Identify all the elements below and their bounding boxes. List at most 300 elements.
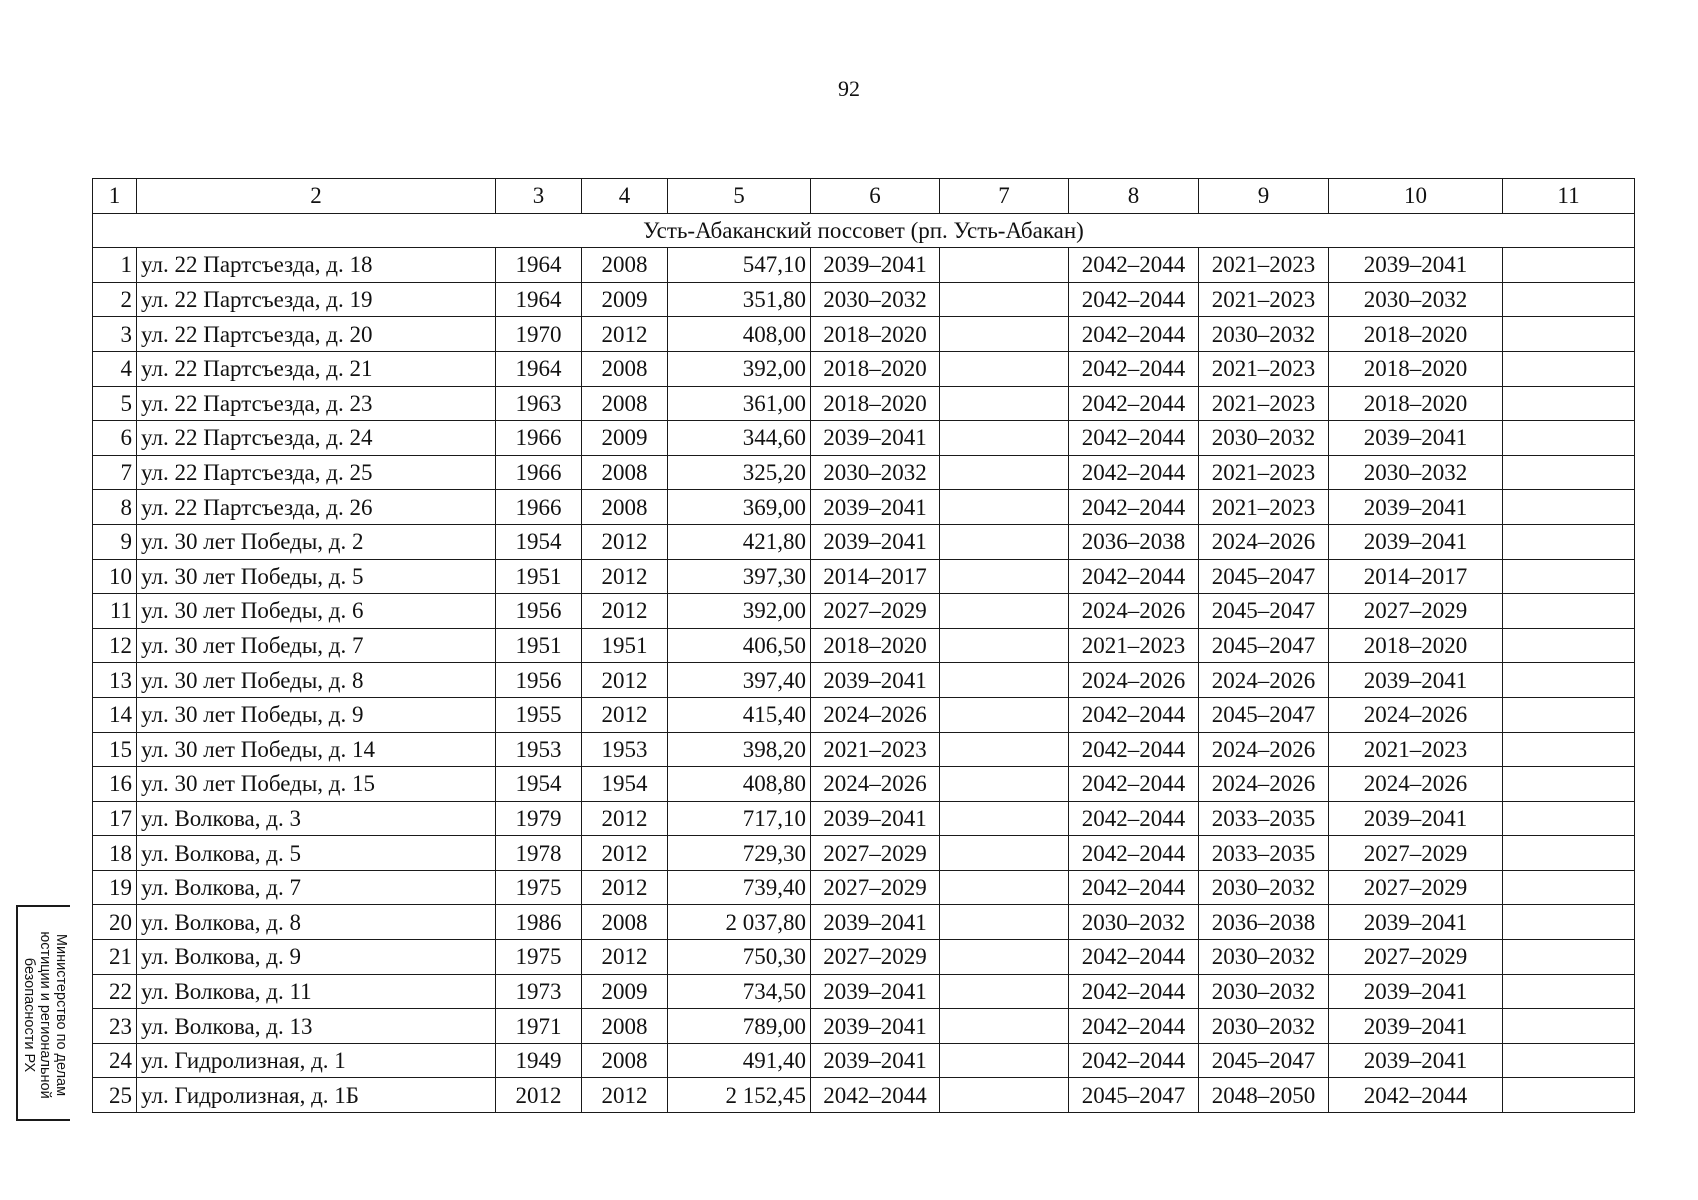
period-cell: 2024–2026 [1329,767,1503,802]
year-cell: 1956 [496,663,582,698]
period-cell: 2042–2044 [1069,1043,1199,1078]
period-cell [1503,524,1635,559]
period-cell: 2042–2044 [1069,870,1199,905]
table-row [93,248,1635,283]
period-cell: 2030–2032 [1069,905,1199,940]
year-cell: 2008 [582,455,668,490]
period-cell: 2030–2032 [811,282,940,317]
address-cell: ул. Волкова, д. 8 [137,905,496,940]
period-cell [1503,421,1635,456]
year-cell: 2012 [582,697,668,732]
period-cell [1503,386,1635,421]
row-number-cell: 12 [93,628,137,663]
period-cell [1503,663,1635,698]
year-cell: 1949 [496,1043,582,1078]
row-number-cell: 5 [93,386,137,421]
address-cell: ул. 22 Партсъезда, д. 26 [137,490,496,525]
period-cell [940,1078,1069,1113]
period-cell [1503,870,1635,905]
address-cell: ул. 30 лет Победы, д. 6 [137,594,496,629]
address-cell: ул. 22 Партсъезда, д. 20 [137,317,496,352]
year-cell: 1986 [496,905,582,940]
table-row [93,1043,1635,1078]
period-cell: 2039–2041 [1329,1009,1503,1044]
period-cell: 2021–2023 [1069,628,1199,663]
table-row [93,732,1635,767]
year-cell: 1970 [496,317,582,352]
row-number-cell: 21 [93,940,137,975]
period-cell: 2024–2026 [1199,767,1329,802]
column-number-cell: 4 [582,179,668,214]
period-cell [1503,1009,1635,1044]
period-cell: 2018–2020 [1329,386,1503,421]
year-cell: 1956 [496,594,582,629]
period-cell: 2042–2044 [1069,421,1199,456]
period-cell [940,870,1069,905]
year-cell: 2012 [582,663,668,698]
period-cell: 2042–2044 [1069,974,1199,1009]
period-cell: 2042–2044 [1069,697,1199,732]
area-cell: 2 152,45 [668,1078,811,1113]
period-cell [940,248,1069,283]
year-cell: 2012 [582,801,668,836]
column-number-row [93,179,1635,214]
period-cell [1503,697,1635,732]
period-cell [1503,732,1635,767]
address-cell: ул. Волкова, д. 11 [137,974,496,1009]
period-cell: 2039–2041 [1329,524,1503,559]
period-cell: 2018–2020 [811,351,940,386]
year-cell: 1971 [496,1009,582,1044]
period-cell: 2045–2047 [1199,1043,1329,1078]
period-cell: 2042–2044 [1069,351,1199,386]
address-cell: ул. 22 Партсъезда, д. 23 [137,386,496,421]
registration-stamp [16,905,70,1121]
period-cell: 2042–2044 [1069,490,1199,525]
year-cell: 2008 [582,490,668,525]
address-cell: ул. Волкова, д. 5 [137,836,496,871]
period-cell [940,905,1069,940]
stamp-line: безопасности РХ [21,957,37,1073]
address-cell: ул. 22 Партсъезда, д. 19 [137,282,496,317]
column-number-cell: 2 [137,179,496,214]
area-cell: 734,50 [668,974,811,1009]
table-row [93,421,1635,456]
period-cell [940,940,1069,975]
table-row [93,940,1635,975]
row-number-cell: 6 [93,421,137,456]
row-number-cell: 20 [93,905,137,940]
stamp-line: Министерство по делам [53,933,69,1097]
period-cell: 2018–2020 [1329,317,1503,352]
period-cell [1503,628,1635,663]
period-cell: 2039–2041 [811,905,940,940]
area-cell: 392,00 [668,594,811,629]
column-number-cell: 3 [496,179,582,214]
address-cell: ул. 22 Партсъезда, д. 24 [137,421,496,456]
column-number-cell: 1 [93,179,137,214]
page-number: 92 [838,76,860,101]
table-row [93,767,1635,802]
stamp-line: юстиции и региональной [37,931,53,1099]
period-cell [940,490,1069,525]
period-cell [1503,594,1635,629]
row-number-cell: 3 [93,317,137,352]
address-cell: ул. 22 Партсъезда, д. 25 [137,455,496,490]
period-cell [1503,767,1635,802]
period-cell [1503,559,1635,594]
period-cell: 2021–2023 [1199,490,1329,525]
period-cell: 2018–2020 [811,628,940,663]
period-cell: 2030–2032 [1199,940,1329,975]
period-cell [1503,248,1635,283]
period-cell: 2039–2041 [811,421,940,456]
period-cell: 2039–2041 [811,248,940,283]
table-row [93,663,1635,698]
period-cell: 2014–2017 [811,559,940,594]
period-cell [940,386,1069,421]
row-number-cell: 15 [93,732,137,767]
period-cell [940,351,1069,386]
table-row [93,455,1635,490]
period-cell: 2030–2032 [1329,282,1503,317]
section-title: Усть-Абаканский поссовет (рп. Усть-Абакан) [93,213,1635,248]
year-cell: 2012 [582,836,668,871]
table-row [93,801,1635,836]
period-cell: 2042–2044 [1069,767,1199,802]
column-number-cell: 7 [940,179,1069,214]
period-cell: 2039–2041 [1329,490,1503,525]
period-cell: 2027–2029 [811,836,940,871]
period-cell: 2045–2047 [1069,1078,1199,1113]
period-cell: 2024–2026 [1199,663,1329,698]
period-cell: 2033–2035 [1199,836,1329,871]
area-cell: 717,10 [668,801,811,836]
period-cell [940,421,1069,456]
year-cell: 2012 [582,870,668,905]
row-number-cell: 16 [93,767,137,802]
period-cell: 2021–2023 [1199,351,1329,386]
period-cell: 2039–2041 [811,490,940,525]
table-row [93,836,1635,871]
section-row [93,213,1635,248]
period-cell [940,559,1069,594]
year-cell: 1963 [496,386,582,421]
year-cell: 1964 [496,248,582,283]
address-cell: ул. Гидролизная, д. 1Б [137,1078,496,1113]
period-cell: 2039–2041 [811,801,940,836]
period-cell [940,524,1069,559]
row-number-cell: 7 [93,455,137,490]
year-cell: 2008 [582,1009,668,1044]
area-cell: 408,80 [668,767,811,802]
period-cell [940,767,1069,802]
address-cell: ул. 30 лет Победы, д. 5 [137,559,496,594]
period-cell [1503,455,1635,490]
period-cell: 2027–2029 [1329,836,1503,871]
table-row [93,870,1635,905]
address-cell: ул. 30 лет Победы, д. 15 [137,767,496,802]
year-cell: 1951 [496,559,582,594]
period-cell: 2036–2038 [1069,524,1199,559]
period-cell [1503,1078,1635,1113]
area-cell: 547,10 [668,248,811,283]
row-number-cell: 23 [93,1009,137,1044]
period-cell: 2021–2023 [1199,282,1329,317]
row-number-cell: 13 [93,663,137,698]
row-number-cell: 19 [93,870,137,905]
year-cell: 2012 [582,524,668,559]
period-cell: 2030–2032 [1199,1009,1329,1044]
period-cell: 2039–2041 [811,663,940,698]
period-cell: 2027–2029 [1329,870,1503,905]
table-row [93,386,1635,421]
year-cell: 1954 [582,767,668,802]
year-cell: 2008 [582,905,668,940]
year-cell: 2008 [582,248,668,283]
column-number-cell: 6 [811,179,940,214]
period-cell: 2027–2029 [1329,940,1503,975]
row-number-cell: 22 [93,974,137,1009]
period-cell: 2030–2032 [1199,870,1329,905]
year-cell: 2012 [582,594,668,629]
period-cell [1503,317,1635,352]
period-cell: 2042–2044 [1069,801,1199,836]
address-cell: ул. Волкова, д. 3 [137,801,496,836]
year-cell: 2009 [582,282,668,317]
row-number-cell: 2 [93,282,137,317]
period-cell: 2048–2050 [1199,1078,1329,1113]
area-cell: 392,00 [668,351,811,386]
area-cell: 406,50 [668,628,811,663]
period-cell: 2030–2032 [1199,317,1329,352]
period-cell: 2042–2044 [1069,940,1199,975]
year-cell: 2008 [582,386,668,421]
address-cell: ул. 30 лет Победы, д. 7 [137,628,496,663]
period-cell: 2021–2023 [1329,732,1503,767]
row-number-cell: 11 [93,594,137,629]
row-number-cell: 17 [93,801,137,836]
year-cell: 1964 [496,282,582,317]
period-cell [1503,282,1635,317]
period-cell [940,317,1069,352]
table-row [93,594,1635,629]
period-cell: 2045–2047 [1199,697,1329,732]
year-cell: 1951 [582,628,668,663]
year-cell: 2012 [496,1078,582,1113]
period-cell [940,732,1069,767]
period-cell [940,663,1069,698]
period-cell: 2024–2026 [811,697,940,732]
address-cell: ул. 22 Партсъезда, д. 21 [137,351,496,386]
period-cell: 2033–2035 [1199,801,1329,836]
period-cell: 2039–2041 [1329,248,1503,283]
period-cell [1503,1043,1635,1078]
period-cell: 2042–2044 [1069,317,1199,352]
column-number-cell: 11 [1503,179,1635,214]
period-cell [940,836,1069,871]
address-cell: ул. 30 лет Победы, д. 2 [137,524,496,559]
table-row [93,905,1635,940]
address-cell: ул. 22 Партсъезда, д. 18 [137,248,496,283]
year-cell: 1966 [496,455,582,490]
period-cell: 2014–2017 [1329,559,1503,594]
period-cell [940,594,1069,629]
period-cell [940,455,1069,490]
period-cell: 2021–2023 [1199,248,1329,283]
table-row [93,1009,1635,1044]
period-cell: 2024–2026 [811,767,940,802]
address-cell: ул. 30 лет Победы, д. 14 [137,732,496,767]
period-cell: 2042–2044 [1069,1009,1199,1044]
period-cell [940,1043,1069,1078]
period-cell: 2042–2044 [1069,282,1199,317]
area-cell: 750,30 [668,940,811,975]
stamp-text [21,907,69,1121]
row-number-cell: 18 [93,836,137,871]
period-cell: 2018–2020 [811,317,940,352]
period-cell: 2045–2047 [1199,559,1329,594]
year-cell: 1975 [496,940,582,975]
period-cell: 2039–2041 [1329,663,1503,698]
period-cell [1503,940,1635,975]
area-cell: 789,00 [668,1009,811,1044]
area-cell: 369,00 [668,490,811,525]
period-cell: 2042–2044 [1069,836,1199,871]
table-row [93,559,1635,594]
period-cell [940,1009,1069,1044]
year-cell: 1964 [496,351,582,386]
period-cell: 2027–2029 [811,594,940,629]
area-cell: 415,40 [668,697,811,732]
column-number-cell: 10 [1329,179,1503,214]
year-cell: 1975 [496,870,582,905]
period-cell [1503,905,1635,940]
period-cell [1503,490,1635,525]
table-row [93,974,1635,1009]
table-row [93,282,1635,317]
period-cell [1503,974,1635,1009]
table-body [93,179,1635,1113]
period-cell: 2042–2044 [1069,386,1199,421]
address-cell: ул. Волкова, д. 7 [137,870,496,905]
period-cell: 2027–2029 [811,940,940,975]
period-cell: 2024–2026 [1069,594,1199,629]
area-cell: 397,30 [668,559,811,594]
year-cell: 1951 [496,628,582,663]
address-cell: ул. Волкова, д. 13 [137,1009,496,1044]
address-cell: ул. 30 лет Победы, д. 9 [137,697,496,732]
year-cell: 1953 [582,732,668,767]
year-cell: 1973 [496,974,582,1009]
area-cell: 351,80 [668,282,811,317]
table-row [93,524,1635,559]
year-cell: 2008 [582,351,668,386]
area-cell: 408,00 [668,317,811,352]
table-row [93,1078,1635,1113]
year-cell: 2009 [582,974,668,1009]
period-cell: 2030–2032 [1199,974,1329,1009]
year-cell: 2012 [582,940,668,975]
period-cell: 2024–2026 [1199,524,1329,559]
period-cell: 2042–2044 [1069,455,1199,490]
period-cell: 2039–2041 [1329,801,1503,836]
area-cell: 397,40 [668,663,811,698]
period-cell: 2024–2026 [1329,697,1503,732]
period-cell: 2039–2041 [1329,974,1503,1009]
period-cell [940,282,1069,317]
area-cell: 2 037,80 [668,905,811,940]
table-row [93,317,1635,352]
year-cell: 1955 [496,697,582,732]
area-cell: 325,20 [668,455,811,490]
period-cell: 2030–2032 [811,455,940,490]
year-cell: 1979 [496,801,582,836]
period-cell: 2021–2023 [1199,386,1329,421]
period-cell: 2039–2041 [1329,905,1503,940]
row-number-cell: 9 [93,524,137,559]
address-cell: ул. 30 лет Победы, д. 8 [137,663,496,698]
row-number-cell: 8 [93,490,137,525]
area-cell: 361,00 [668,386,811,421]
period-cell: 2027–2029 [811,870,940,905]
year-cell: 2012 [582,1078,668,1113]
period-cell: 2039–2041 [1329,1043,1503,1078]
housing-register-table [92,178,1635,1113]
period-cell: 2021–2023 [811,732,940,767]
period-cell: 2039–2041 [811,974,940,1009]
year-cell: 1954 [496,524,582,559]
year-cell: 2009 [582,421,668,456]
period-cell [1503,351,1635,386]
table-row [93,697,1635,732]
period-cell [940,974,1069,1009]
column-number-cell: 8 [1069,179,1199,214]
period-cell: 2039–2041 [1329,421,1503,456]
period-cell: 2027–2029 [1329,594,1503,629]
row-number-cell: 10 [93,559,137,594]
period-cell: 2045–2047 [1199,628,1329,663]
area-cell: 421,80 [668,524,811,559]
period-cell: 2030–2032 [1199,421,1329,456]
year-cell: 1966 [496,490,582,525]
period-cell: 2045–2047 [1199,594,1329,629]
year-cell: 2012 [582,317,668,352]
period-cell: 2039–2041 [811,524,940,559]
period-cell: 2042–2044 [1329,1078,1503,1113]
table-row [93,628,1635,663]
area-cell: 491,40 [668,1043,811,1078]
row-number-cell: 1 [93,248,137,283]
period-cell [1503,836,1635,871]
period-cell: 2036–2038 [1199,905,1329,940]
year-cell: 2012 [582,559,668,594]
area-cell: 344,60 [668,421,811,456]
period-cell: 2024–2026 [1199,732,1329,767]
row-number-cell: 14 [93,697,137,732]
period-cell: 2042–2044 [1069,248,1199,283]
period-cell: 2018–2020 [811,386,940,421]
period-cell: 2039–2041 [811,1009,940,1044]
period-cell: 2042–2044 [1069,559,1199,594]
year-cell: 2008 [582,1043,668,1078]
period-cell: 2024–2026 [1069,663,1199,698]
area-cell: 398,20 [668,732,811,767]
period-cell: 2042–2044 [811,1078,940,1113]
period-cell: 2030–2032 [1329,455,1503,490]
address-cell: ул. Волкова, д. 9 [137,940,496,975]
period-cell: 2018–2020 [1329,628,1503,663]
